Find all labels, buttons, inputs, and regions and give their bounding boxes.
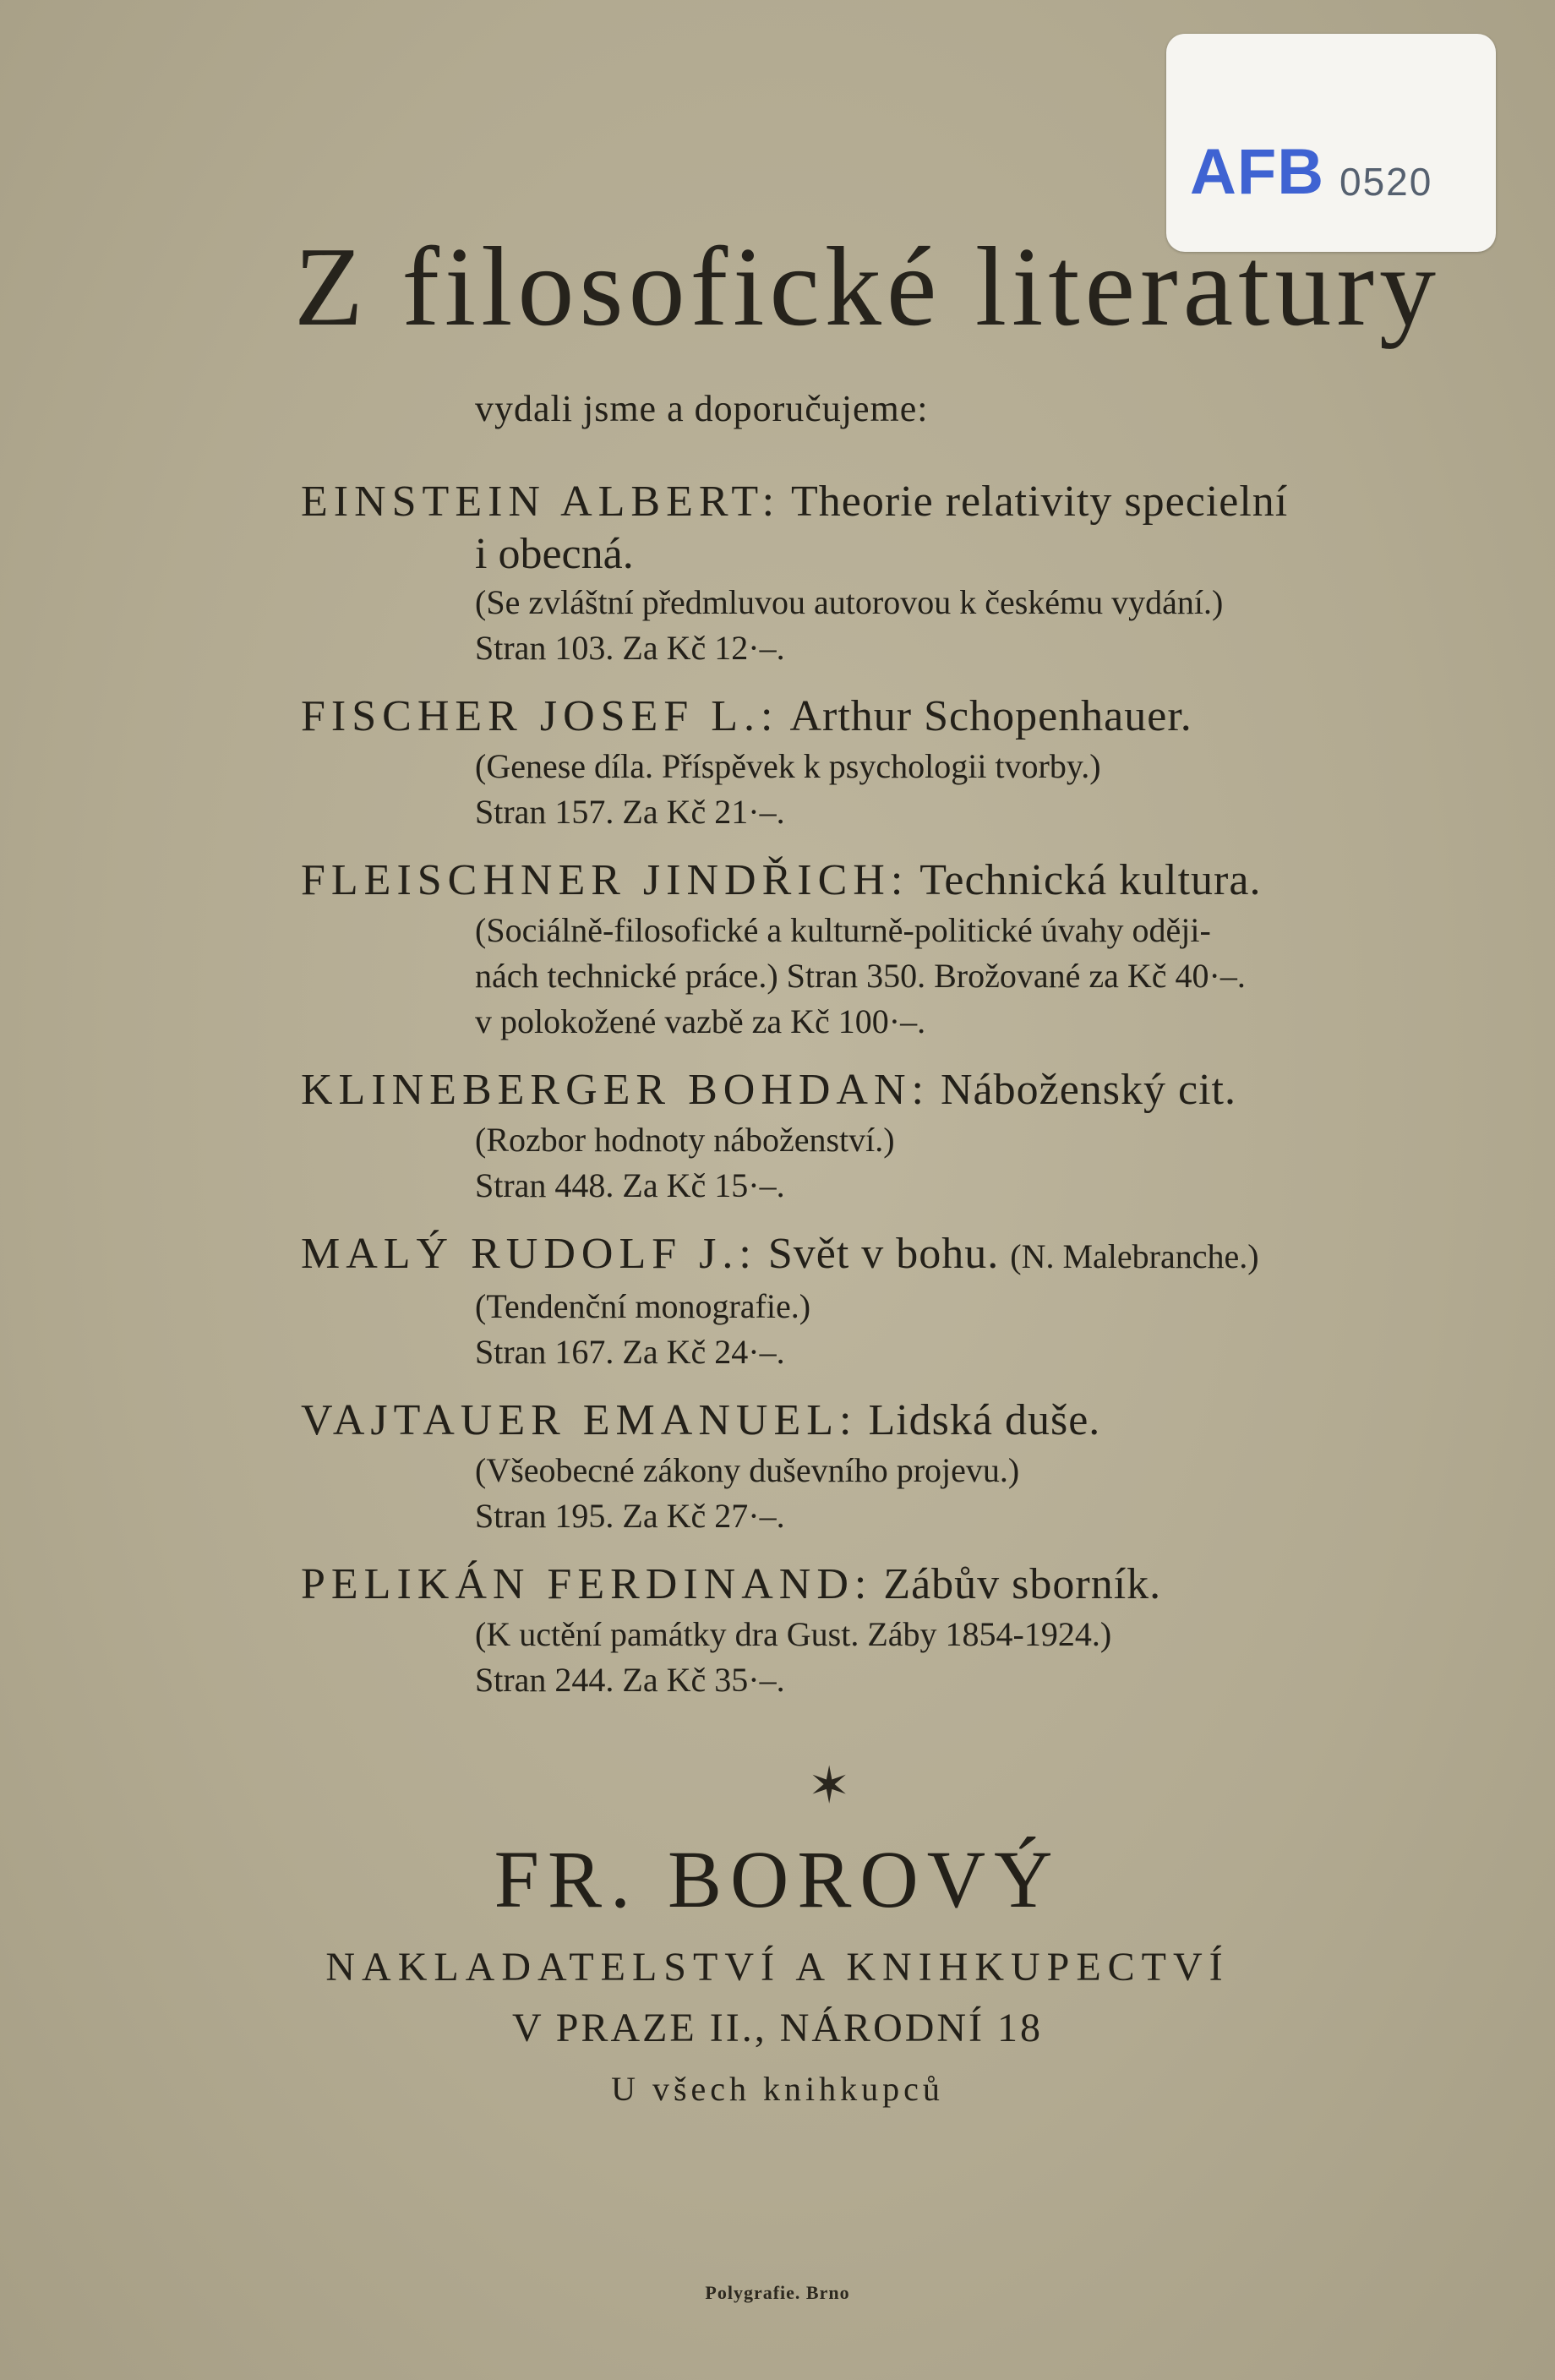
publisher-address: V PRAZE II., NÁRODNÍ 18: [511, 2006, 1044, 2050]
entry-author: VAJTAUER EMANUEL:: [301, 1396, 858, 1444]
entry-title: Náboženský cit.: [940, 1066, 1236, 1114]
entry-note: (Se zvláštní předmluvou autorovou k českému vydání.): [475, 583, 1224, 621]
entry-title: Theorie relativity specielní: [791, 478, 1289, 526]
entry-heading: [301, 1558, 1400, 1612]
entry-author: EINSTEIN ALBERT:: [301, 478, 781, 526]
entry-author: KLINEBERGER BOHDAN:: [301, 1066, 930, 1114]
library-code: AFB: [1190, 136, 1325, 208]
library-number: 0520: [1339, 160, 1433, 204]
entry-title: Svět v bohu.: [767, 1230, 1000, 1278]
entry-description: [301, 580, 1400, 671]
entry-subject-note: (N. Malebranche.): [1010, 1237, 1259, 1275]
entry-note: (K uctění památky dra Gust. Záby 1854-1924.): [475, 1615, 1112, 1653]
entry-price: v polokožené vazbě za Kč 100·–.: [475, 1002, 926, 1040]
entry-heading: [301, 1394, 1400, 1448]
book-entry-klineberger: [301, 1063, 1400, 1209]
entry-heading: [301, 1227, 1400, 1284]
book-entry-fleischner: [301, 854, 1400, 1045]
entry-price: Stran 157. Za Kč 21·–.: [475, 793, 785, 831]
entry-price: Stran 103. Za Kč 12·–.: [475, 629, 785, 667]
entry-title-continued: i obecná.: [475, 530, 634, 578]
book-entry-vajtauer: [301, 1394, 1400, 1539]
book-entry-fischer: [301, 690, 1400, 835]
publisher-name: FR. BOROVÝ: [494, 1834, 1061, 1924]
entry-note: (Rozbor hodnoty náboženství.): [475, 1121, 895, 1159]
library-label-sticker: [1166, 34, 1496, 252]
entry-price: Stran 448. Za Kč 15·–.: [475, 1166, 785, 1204]
entry-author: FISCHER JOSEF L.:: [301, 692, 779, 740]
entry-heading: [301, 475, 1400, 529]
entry-author: MALÝ RUDOLF J.:: [301, 1230, 757, 1278]
entry-author: PELIKÁN FERDINAND:: [301, 1560, 873, 1608]
printer-imprint: Polygrafie. Brno: [705, 2282, 850, 2303]
entry-title: Arthur Schopenhauer.: [789, 692, 1192, 740]
entry-price: Stran 167. Za Kč 24·–.: [475, 1333, 785, 1371]
entry-note: (Všeobecné zákony duševního projevu.): [475, 1451, 1020, 1489]
entry-heading: [301, 1063, 1400, 1117]
entry-description: [301, 1448, 1400, 1539]
book-list: [301, 475, 1400, 1722]
entry-description: [301, 908, 1400, 1045]
book-entry-pelikan: [301, 1558, 1400, 1703]
entry-note-continued: nách technické práce.) Stran 350. Brožované za Kč 40·–.: [475, 957, 1246, 995]
publisher-availability: U všech knihkupců: [611, 2070, 944, 2108]
ornament-star-icon: ✶: [808, 1758, 851, 1814]
entry-price: Stran 195. Za Kč 27·–.: [475, 1497, 785, 1535]
entry-price: Stran 244. Za Kč 35·–.: [475, 1661, 785, 1699]
entry-title: Zábův sborník.: [883, 1560, 1162, 1608]
entry-description: [301, 1612, 1400, 1703]
entry-author: FLEISCHNER JINDŘICH:: [301, 856, 909, 904]
entry-title: Technická kultura.: [919, 856, 1262, 904]
entry-heading: [301, 690, 1400, 744]
entry-description: [301, 1284, 1400, 1375]
publisher-type: NAKLADATELSTVÍ A KNIHKUPECTVÍ: [325, 1945, 1230, 1990]
book-entry-einstein: [301, 475, 1400, 671]
entry-description: [301, 1117, 1400, 1209]
entry-description: [301, 744, 1400, 835]
book-entry-maly: [301, 1227, 1400, 1375]
page-title: Z filosofické literatury: [294, 224, 1442, 349]
entry-title: Lidská duše.: [868, 1396, 1101, 1444]
entry-note: (Tendenční monografie.): [475, 1287, 811, 1325]
page-subtitle: vydali jsme a doporučujeme:: [475, 388, 929, 429]
entry-heading: [301, 854, 1400, 908]
entry-note: (Sociálně-filosofické a kulturně-politické úvahy oději-: [475, 911, 1211, 949]
entry-note: (Genese díla. Příspěvek k psychologii tvorby.): [475, 747, 1101, 785]
